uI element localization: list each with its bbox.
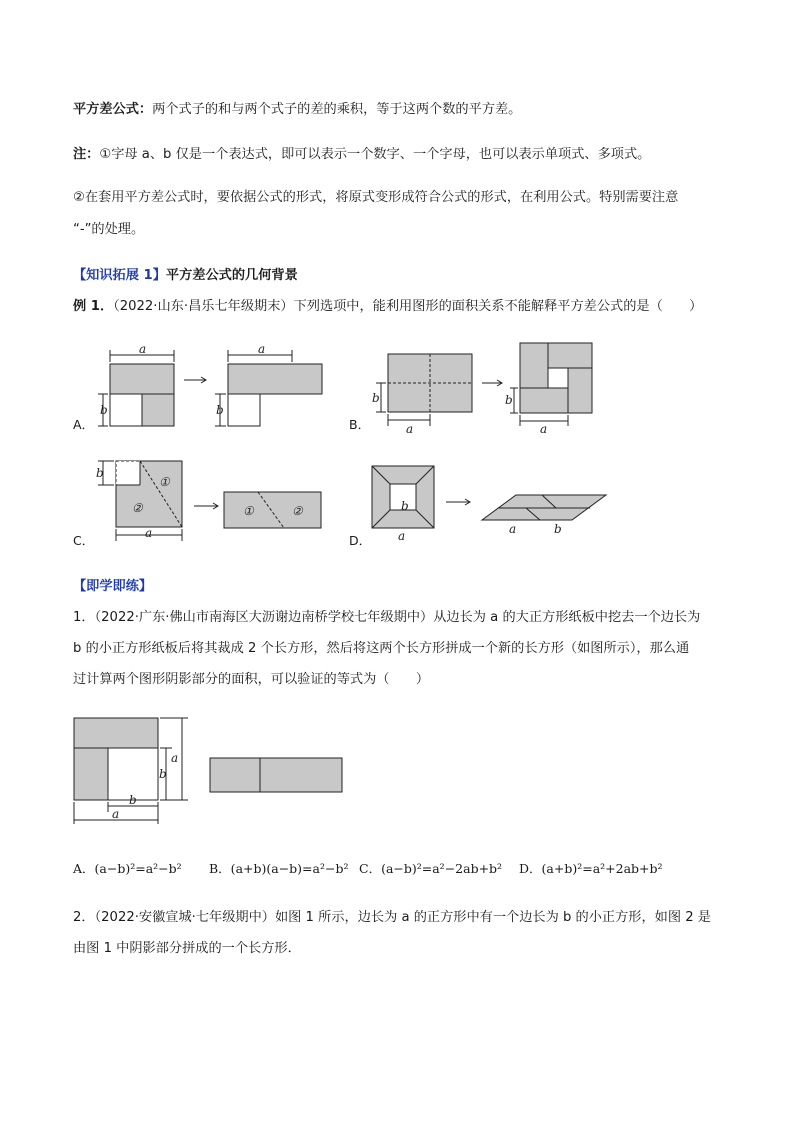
example1-label: 例 1． bbox=[73, 299, 114, 314]
q2-line2: 由图 1 中阴影部分拼成的一个长方形． bbox=[73, 941, 301, 956]
extension-title: 平方差公式的几何背景 bbox=[165, 268, 298, 283]
option-d-b-label: b bbox=[401, 499, 409, 513]
q1-option-b: B．(a+b)(a−b)=a²−b² bbox=[209, 861, 349, 876]
q1-option-d: D．(a+b)²=a²+2ab+b² bbox=[519, 861, 663, 876]
q1-option-a: A．(a−b)²=a²−b² bbox=[73, 861, 182, 876]
note1-line bbox=[73, 146, 650, 164]
option-d-b2-label: b bbox=[554, 522, 562, 536]
practice-heading bbox=[73, 578, 152, 596]
option-a-label: A． bbox=[73, 417, 95, 432]
option-b-b-label: b bbox=[372, 391, 380, 405]
practice-tag: 【即学即练】 bbox=[73, 579, 153, 594]
example1-question bbox=[73, 298, 702, 316]
option-b-a-label: a bbox=[406, 422, 414, 436]
definition-line bbox=[73, 101, 521, 119]
option-b-label: B． bbox=[349, 417, 371, 432]
q1-b-side-label: b bbox=[159, 767, 167, 781]
q1-a-bottom-label: a bbox=[112, 807, 120, 821]
note-label: 注： bbox=[73, 147, 100, 162]
note2-line1: ②在套用平方差公式时，要依据公式的形式，将原式变形成符合公式的形式，在利用公式。特别需要注意 bbox=[73, 190, 679, 205]
option-b-figure bbox=[360, 340, 600, 435]
option-c-part2b-label: ② bbox=[292, 504, 303, 518]
extension-heading bbox=[73, 267, 298, 285]
option-d-a-label: a bbox=[398, 529, 406, 543]
option-a-a2-label: a bbox=[258, 342, 266, 356]
extension-tag: 【知识拓展 1】 bbox=[73, 268, 166, 283]
q1-option-c: C．(a−b)²=a²−2ab+b² bbox=[359, 861, 503, 876]
option-a-a-label: a bbox=[139, 342, 147, 356]
q1-a-side-label: a bbox=[171, 751, 179, 765]
option-c-figure bbox=[88, 455, 328, 545]
option-d-label: D． bbox=[349, 533, 372, 548]
option-d-figure bbox=[366, 462, 616, 544]
option-a-figure bbox=[88, 340, 338, 435]
note2-line2: “-”的处理。 bbox=[73, 222, 145, 237]
definition-label: 平方差公式： bbox=[73, 102, 153, 117]
option-a-b2-label: b bbox=[216, 403, 224, 417]
option-c-part2-label: ② bbox=[132, 501, 143, 515]
q2-line1: 2．（2022·安徽宣城·七年级期中）如图 1 所示，边长为 a 的正方形中有一个边长为 b 的小正方形，如图 2 是 bbox=[73, 910, 711, 925]
option-c-part1b-label: ① bbox=[243, 504, 254, 518]
definition-text: 两个式子的和与两个式子的差的乘积，等于这两个数的平方差。 bbox=[152, 102, 522, 117]
q1-line3: 过计算两个图形阴影部分的面积，可以验证的等式为（ ） bbox=[73, 672, 430, 687]
option-c-part1-label: ① bbox=[159, 475, 170, 489]
q1-line2: b 的小正方形纸板后将其裁成 2 个长方形，然后将这两个长方形拼成一个新的长方形（如图所示），那么通 bbox=[73, 641, 690, 656]
option-b-b2-label: b bbox=[505, 393, 513, 407]
option-c-a-label: a bbox=[145, 526, 153, 540]
option-c-b-label: b bbox=[96, 466, 104, 480]
q1-figure bbox=[68, 712, 358, 828]
q1-b-bottom-label: b bbox=[129, 793, 137, 807]
example1-text: （2022·山东·昌乐七年级期末）下列选项中，能利用图形的面积关系不能解释平方差公式的是（ ） bbox=[113, 299, 703, 314]
option-d-a2-label: a bbox=[509, 522, 517, 536]
option-a-b-label: b bbox=[100, 403, 108, 417]
option-b-a2-label: a bbox=[540, 422, 548, 436]
q1-line1: 1．（2022·广东·佛山市南海区大沥谢边南桥学校七年级期中）从边长为 a 的大正方形纸板中挖去一个边长为 bbox=[73, 610, 701, 625]
option-c-label: C． bbox=[73, 533, 95, 548]
note1-text: ①字母 a、b 仅是一个表达式，即可以表示一个数字、一个字母，也可以表示单项式、多项式。 bbox=[99, 147, 651, 162]
